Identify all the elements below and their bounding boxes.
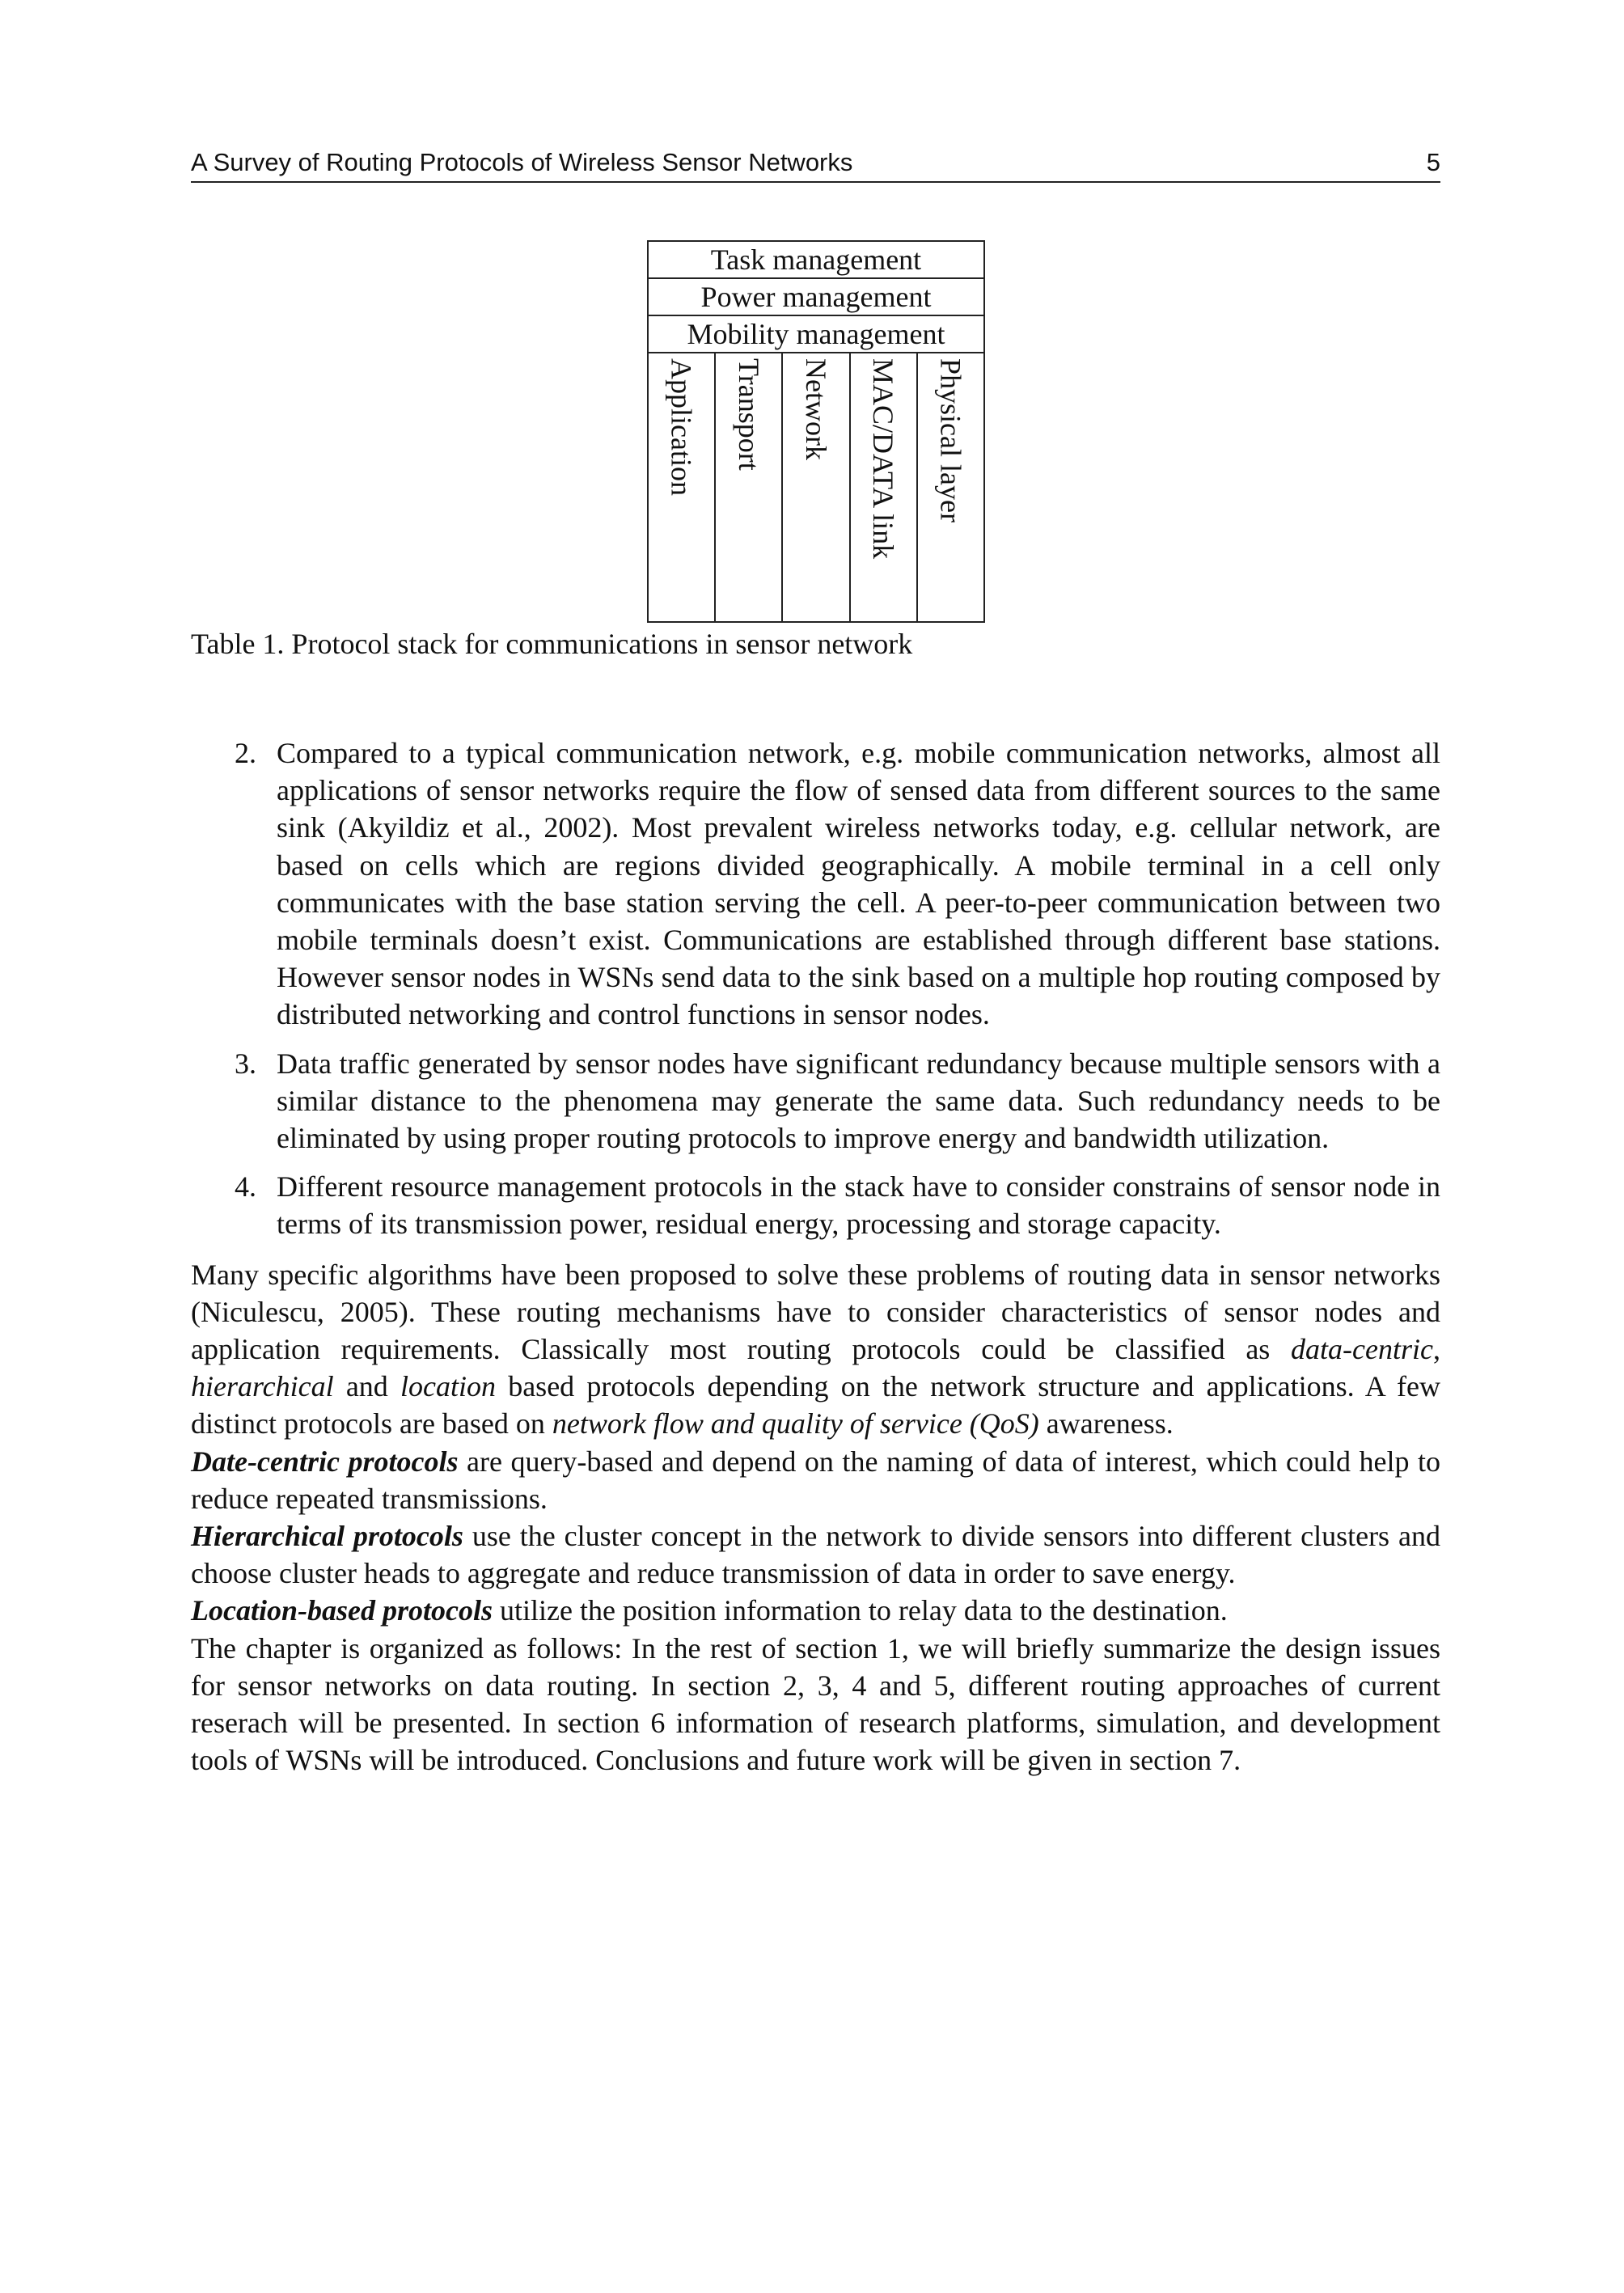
layer-label: Physical layer [934, 358, 967, 522]
definition-data-centric [191, 1443, 1440, 1517]
layer-application [649, 353, 716, 621]
layer-label: Transport [732, 358, 765, 471]
numbered-list [191, 734, 1440, 1243]
definition-location-based [191, 1592, 1440, 1629]
list-item-number: 2. [235, 737, 256, 769]
text-run: and [333, 1370, 401, 1403]
list-item-number: 3. [235, 1047, 256, 1080]
layer-network [783, 353, 850, 621]
emphasis: location [400, 1370, 496, 1403]
list-item-text: Data traffic generated by sensor nodes have significant redundancy because multiple sensors with a similar distance to the phenomena may generate the same data. Such redundancy needs to be eliminated by using proper routing protocols to improve energy and bandwidth utilization. [277, 1047, 1440, 1155]
list-item-text: Compared to a typical communication network, e.g. mobile communication networks, almost all applications of sensor networks require the flow of sensed data from different sources to the same sink (Akyildiz et al., 2002). Most prevalent wireless networks today, e.g. cellular network, are based on cells which are regions divided geographically. A mobile terminal in a cell only communicates with the base station serving the cell. A peer-to-peer communication between two mobile terminals doesn’t exist. Communications are established through different base stations. However sensor nodes in WSNs send data to the sink based on a multiple hop routing composed by distributed networking and control functions in sensor nodes. [277, 737, 1440, 1031]
paragraph-routing-algorithms [191, 1256, 1440, 1443]
definition-term: Date-centric protocols [191, 1445, 459, 1478]
list-item-text: Different resource management protocols in the stack have to consider constrains of sensor node in terms of its transmission power, residual energy, processing and storage capacity. [277, 1170, 1440, 1241]
layer-label: MAC/DATA link [867, 358, 900, 560]
text-run: based protocols depending on the network structure and applications. A few distinct protocols are based on [191, 1370, 1440, 1441]
definition-hierarchical [191, 1517, 1440, 1592]
list-item [191, 734, 1440, 1034]
definition-text: use the cluster concept in the network to divide sensors into different clusters and choose cluster heads to aggregate and reduce transmission of data in order to save energy. [191, 1520, 1440, 1590]
list-item-number: 4. [235, 1170, 256, 1204]
text-run: awareness. [1038, 1407, 1174, 1441]
paragraph-chapter-organization: The chapter is organized as follows: In the rest of section 1, we will briefly summarize the design issues for sensor networks on data routing. In section 2, 3, 4 and 5, different routing approaches of current reserach will be presented. In section 6 information of research platforms, simulation, and development tools of WSNs will be introduced. Conclusions and future work will be given in section 7. [191, 1631, 1440, 1777]
table-caption: Table 1. Protocol stack for communications in sensor network [191, 628, 913, 660]
definition-term: Hierarchical protocols [191, 1520, 463, 1553]
list-item [191, 1168, 1440, 1242]
protocol-stack-table [647, 240, 985, 623]
definition-term: Location-based protocols [191, 1594, 493, 1627]
text-run: Many specific algorithms have been proposed to solve these problems of routing data in sensor networks (Niculescu, 2005). These routing mechanisms have to consider characteristics of sensor nodes and application requirements. Classically most routing protocols could be classified as [191, 1258, 1440, 1366]
stack-row-power-management: Power management [647, 277, 985, 315]
emphasis: network flow and quality of service (QoS) [552, 1407, 1039, 1441]
page-number: 5 [1426, 148, 1440, 176]
list-item [191, 1045, 1440, 1157]
running-header-title: A Survey of Routing Protocols of Wireless Sensor Networks [191, 148, 853, 176]
definition-text: utilize the position information to relay data to the destination. [492, 1594, 1228, 1627]
body-text [191, 734, 1440, 1779]
layer-label: Application [665, 358, 698, 496]
emphasis: hierarchical [191, 1370, 334, 1403]
definition-text: are query-based and depend on the naming of data of interest, which could help to reduce repeated transmissions. [191, 1445, 1440, 1515]
running-header [191, 144, 1440, 183]
layer-label: Network [800, 358, 832, 460]
text-run: , [1433, 1333, 1440, 1366]
emphasis: data-centric [1291, 1333, 1433, 1366]
stack-row-mobility-management: Mobility management [647, 315, 985, 352]
stack-layers [647, 352, 985, 623]
layer-physical [918, 353, 983, 621]
layer-transport [716, 353, 783, 621]
layer-mac-data-link [851, 353, 918, 621]
stack-row-task-management: Task management [647, 240, 985, 277]
